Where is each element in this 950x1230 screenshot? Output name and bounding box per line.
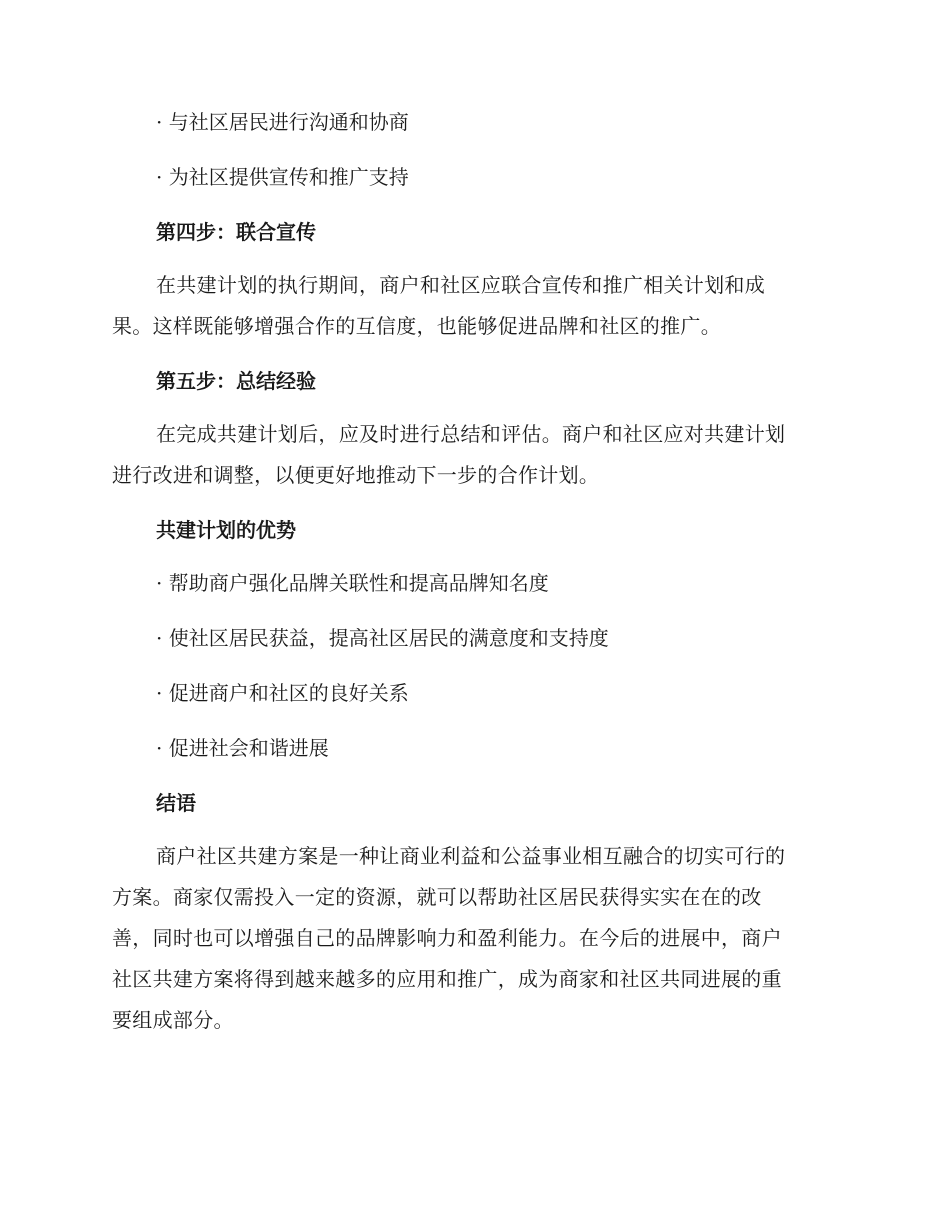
paragraph-line: 商户社区共建方案是一种让商业利益和公益事业相互融合的切实可行的 — [156, 844, 786, 868]
list-item: · 与社区居民进行沟通和协商 — [156, 110, 409, 134]
section-heading-advantages: 共建计划的优势 — [156, 518, 296, 542]
list-item: · 为社区提供宣传和推广支持 — [156, 165, 409, 189]
paragraph-step5 — [112, 414, 832, 496]
list-item: · 促进社会和谐进展 — [156, 736, 329, 760]
paragraph-line: 在完成共建计划后，应及时进行总结和评估。商户和社区应对共建计划 — [156, 422, 786, 446]
paragraph-line: 善，同时也可以增强自己的品牌影响力和盈利能力。在今后的进展中，商户 — [112, 926, 782, 950]
paragraph-step4 — [112, 265, 832, 347]
paragraph-line: 方案。商家仅需投入一定的资源，就可以帮助社区居民获得实实在在的改 — [112, 885, 762, 909]
section-heading-step5: 第五步：总结经验 — [156, 369, 316, 393]
section-heading-conclusion: 结语 — [156, 791, 196, 815]
document-page — [112, 108, 832, 1061]
list-item: · 帮助商户强化品牌关联性和提高品牌知名度 — [156, 571, 549, 595]
paragraph-line: 进行改进和调整，以便更好地推动下一步的合作计划。 — [112, 463, 600, 487]
section-heading-step4: 第四步：联合宣传 — [156, 220, 316, 244]
paragraph-line: 果。这样既能够增强合作的互信度，也能够促进品牌和社区的推广。 — [112, 314, 721, 338]
list-item: · 促进商户和社区的良好关系 — [156, 681, 409, 705]
paragraph-line: 在共建计划的执行期间，商户和社区应联合宣传和推广相关计划和成 — [156, 273, 765, 297]
paragraph-conclusion — [112, 836, 832, 1041]
paragraph-line: 要组成部分。 — [112, 1008, 234, 1032]
paragraph-line: 社区共建方案将得到越来越多的应用和推广，成为商家和社区共同进展的重 — [112, 967, 782, 991]
list-item: · 使社区居民获益，提高社区居民的满意度和支持度 — [156, 626, 609, 650]
